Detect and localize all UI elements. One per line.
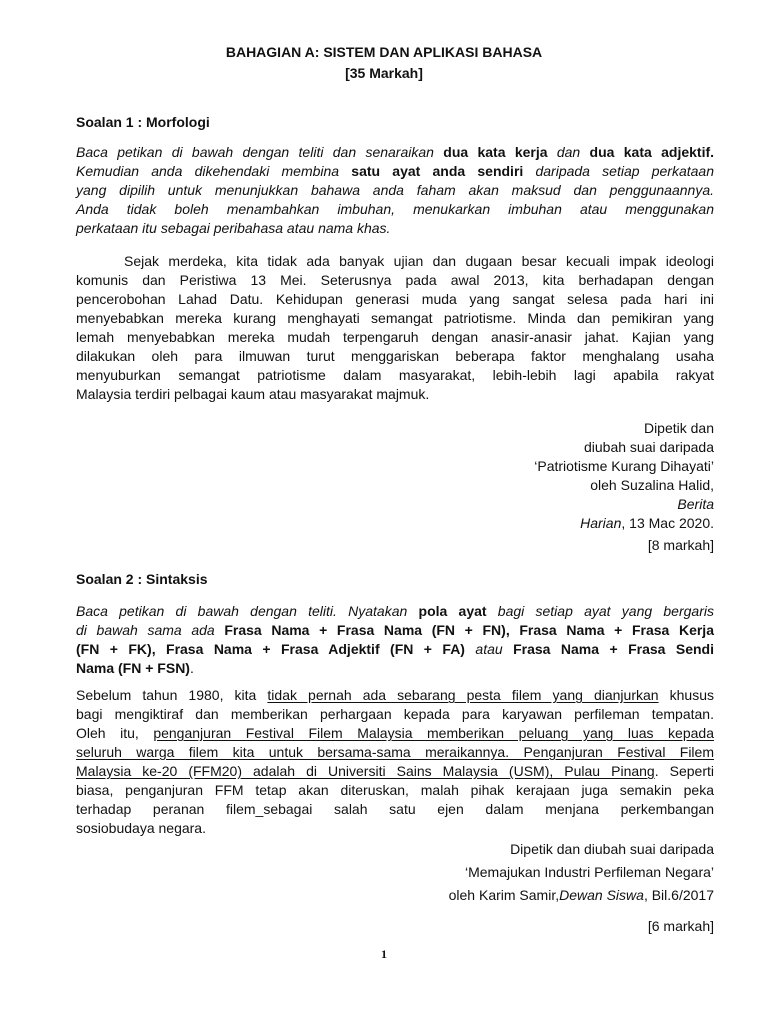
question-2-instructions: Baca petikan di bawah dengan teliti. Nyatakan pola ayat bagi setiap ayat yang bergaris di bawah sama ada Frasa Nama + Frasa Nama (FN + FN), Frasa Nama + Frasa Kerja (FN + FK), Frasa Nama + Frasa Adjektif (FN + FA) atau Frasa Nama + Frasa Sendi Nama (FN + FSN). [76,603,714,676]
section-marks: [35 Markah] [345,65,423,81]
question-1-instructions: Baca petikan di bawah dengan teliti dan senaraikan dua kata kerja dan dua kata adjektif. Kemudian anda dikehendaki membina satu ayat anda sendiri daripada setiap perkataan yang dipilih untuk menunjukkan bahawa anda faham akan maksud dan penggunaannya. Anda tidak boleh menambahkan imbuhan, menukarkan imbuhan atau menggunakan perkataan itu sebagai peribahasa atau nama khas. [76,144,715,236]
question-1-source: Dipetik dan diubah suai daripada ‘Patriotisme Kurang Dihayati’ oleh Suzalina Halid, Berita Harian, 13 Mac 2020. [534,420,714,531]
question-1-passage: Sejak merdeka, kita tidak ada banyak ujian dan dugaan besar kecuali impak ideologi komunis dan Peristiwa 13 Mei. Seterusnya pada awal 2013, kita berhadapan dengan pencerobohan Lahad Datu. Kehidupan generasi muda yang sangat selesa pada hari ini menyebabkan mereka kurang menghayati semangat patriotisme. Minda dan pemikiran yang lemah menyebabkan mereka mudah terpengaruh dengan anasir-anasir jahat. Kajian yang dilakukan oleh para ilmuwan turut menggariskan beberapa faktor menghalang usaha menyuburkan semangat patriotisme dalam masyarakat, lebih-lebih lagi apabila rakyat Malaysia terdiri pelbagai kaum atau masyarakat majmuk. [76,253,714,402]
question-1-heading: Soalan 1 : Morfologi [76,114,210,130]
question-1-marks: [8 markah] [647,537,714,553]
question-2-heading: Soalan 2 : Sintaksis [76,571,208,587]
section-title: BAHAGIAN A: SISTEM DAN APLIKASI BAHASA [225,44,543,60]
page-number: 1 [381,947,387,961]
question-2-source: Dipetik dan diubah suai daripada ‘Memajukan Industri Perfileman Negara’ oleh Karim Samir,Dewan Siswa, Bil.6/2017 [448,841,714,903]
question-2-passage: Sebelum tahun 1980, kita tidak pernah ada sebarang pesta filem yang dianjurkan khusus bagi mengiktiraf dan memberikan perhargaan kepada para karyawan perfileman tempatan. Oleh itu, penganjuran Festival Filem Malaysia memberikan peluang yang luas kepada seluruh warga filem kita untuk bersama-sama meraikannya. Penganjuran Festival Filem Malaysia ke-20 (FFM20) adalah di Universiti Sains Malaysia (USM), Pulau Pinang. Seperti biasa, penganjuran FFM tetap akan diteruskan, malah pihak kerajaan juga semakin peka terhadap peranan filem_sebagai salah satu ejen dalam menjana perkembangan sosiobudaya negara. [76,687,715,836]
question-2-marks: [6 markah] [647,918,714,934]
